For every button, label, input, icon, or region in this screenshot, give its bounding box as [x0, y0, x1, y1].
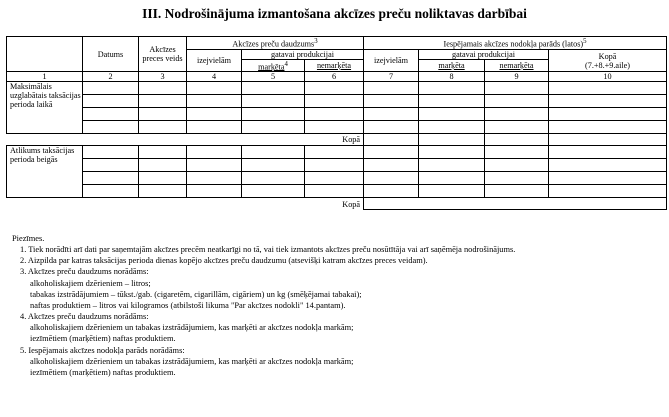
header-kopa-text: Kopā: [598, 51, 617, 61]
note-4a: alkoholiskajiem dzērieniem un tabakas izstrādājumiem, kas marķēti ar akcīzes nodokļa markām;: [30, 323, 354, 333]
cell[interactable]: [242, 121, 305, 134]
section2-label: [7, 146, 83, 198]
note-5b: iezīmētiem (marķētiem) naftas produktiem.: [30, 367, 176, 377]
header-marketa-1-text: marķēta: [258, 62, 285, 72]
header-row-1: [7, 37, 667, 50]
header-nodoklis-text: Iespējamais akcīzes nodokļa parāds (latos): [443, 39, 584, 49]
section1-total-row: [7, 134, 667, 146]
header-daudzums-sup: 3: [314, 38, 318, 45]
cell[interactable]: [364, 95, 419, 108]
header-nemarketa-2: [485, 59, 549, 72]
header-izejvielam-2-text: izejvielām: [373, 56, 409, 66]
note-5a: alkoholiskajiem dzērieniem un tabakas izstrādājumiem, kas marķēti ar akcīzes nodokļa markām;: [30, 356, 354, 366]
cell[interactable]: [83, 159, 139, 172]
cell[interactable]: [187, 172, 242, 185]
header-veids: [139, 37, 187, 72]
cell[interactable]: [305, 159, 364, 172]
col-num-7: 7: [364, 72, 419, 82]
cell[interactable]: [485, 159, 549, 172]
cell[interactable]: [83, 95, 139, 108]
header-marketa-1: [242, 59, 305, 72]
col-num-5: 5: [242, 72, 305, 82]
cell[interactable]: [364, 108, 419, 121]
cell[interactable]: [305, 121, 364, 134]
header-marketa-2: [419, 59, 485, 72]
cell[interactable]: [83, 146, 139, 159]
cell[interactable]: [549, 108, 667, 121]
cell[interactable]: [485, 121, 549, 134]
table-row: [7, 159, 667, 172]
header-nemarketa-1: [305, 59, 364, 72]
header-gatavai-1: [242, 49, 364, 59]
col-num-8: 8: [419, 72, 485, 82]
note-4: 4. Akcīzes preču daudzums norādāms:: [20, 312, 149, 322]
header-nodoklis-group: [364, 37, 667, 50]
cell[interactable]: [139, 185, 187, 198]
note-3: 3. Akcīzes preču daudzums norādāms:: [20, 267, 149, 277]
cell[interactable]: [187, 95, 242, 108]
cell[interactable]: [485, 172, 549, 185]
cell[interactable]: [139, 95, 187, 108]
note-3b: tabakas izstrādājumiem – tūkst./gab. (cigaretēm, cigarillām, cigāriem) un kg (smēķējamai tabakai);: [30, 289, 362, 299]
table-row: [7, 108, 667, 121]
section2-total-text: Kopā: [342, 199, 361, 209]
cell[interactable]: [83, 121, 139, 134]
cell[interactable]: [549, 172, 667, 185]
cell[interactable]: [549, 146, 667, 159]
cell[interactable]: [242, 146, 305, 159]
cell[interactable]: [485, 82, 549, 95]
cell[interactable]: [305, 95, 364, 108]
cell[interactable]: [305, 82, 364, 95]
header-kopa-formula: (7.+8.+9.aile): [585, 60, 630, 70]
col-num-1: 1: [7, 72, 83, 82]
header-veids-text: Akcīzes preces veids: [142, 45, 183, 64]
section-title: [0, 6, 669, 22]
section1-total-text: Kopā: [342, 135, 361, 145]
cell[interactable]: [364, 82, 419, 95]
cell[interactable]: [549, 82, 667, 95]
cell[interactable]: [187, 82, 242, 95]
header-daudzums-group: [187, 37, 364, 50]
cell[interactable]: [419, 134, 485, 146]
section1-label-text: Maksimālais uzglabātais taksācijas perioda laikā: [10, 82, 81, 110]
header-nemarketa-2-text: nemarķēta: [499, 61, 534, 71]
note-4b: iezīmētiem (marķētiem) naftas produktiem.: [30, 334, 176, 344]
note-5: 5. Iespējamais akcīzes nodokļa parāds norādāms:: [20, 345, 185, 355]
table-row: [7, 172, 667, 185]
section1-label: [7, 82, 83, 134]
header-kopa: [549, 49, 667, 72]
notes-heading: Piezīmes.: [12, 234, 45, 243]
col-num-3: 3: [139, 72, 187, 82]
cell[interactable]: [485, 108, 549, 121]
cell[interactable]: [83, 82, 139, 95]
guarantee-usage-table: [6, 36, 667, 210]
cell[interactable]: [419, 185, 485, 198]
cell[interactable]: [485, 95, 549, 108]
section2-total-row: [7, 198, 667, 210]
cell[interactable]: [139, 108, 187, 121]
cell[interactable]: [139, 121, 187, 134]
table-row: [7, 82, 667, 95]
cell[interactable]: [485, 146, 549, 159]
cell[interactable]: [419, 159, 485, 172]
cell[interactable]: [419, 121, 485, 134]
cell[interactable]: [305, 146, 364, 159]
column-number-row: [7, 72, 667, 82]
cell[interactable]: [242, 82, 305, 95]
cell[interactable]: [549, 185, 667, 198]
cell[interactable]: [83, 172, 139, 185]
cell[interactable]: [187, 159, 242, 172]
header-marketa-2-text: marķēta: [438, 61, 465, 71]
cell[interactable]: [83, 108, 139, 121]
cell[interactable]: [549, 159, 667, 172]
header-datums-text: Datums: [97, 49, 124, 59]
note-3c: naftas produktiem – litros vai kilogramos (atbilstoši likuma "Par akcīzes nodokli" 14.pantam).: [30, 300, 346, 310]
table-row: [7, 146, 667, 159]
cell[interactable]: [364, 172, 419, 185]
cell[interactable]: [419, 146, 485, 159]
cell[interactable]: [549, 95, 667, 108]
table-row: [7, 95, 667, 108]
header-daudzums-text: Akcīzes preču daudzums: [232, 39, 315, 49]
cell[interactable]: [242, 172, 305, 185]
section-title-text: III. Nodrošinājuma izmantošana akcīzes preču noliktavas darbībai: [142, 6, 527, 21]
col-num-2: 2: [83, 72, 139, 82]
section2-label-text: Atlikums taksācijas perioda beigās: [10, 146, 75, 165]
cell[interactable]: [305, 108, 364, 121]
header-gatavai-2: [419, 49, 549, 59]
cell[interactable]: [139, 82, 187, 95]
cell[interactable]: [549, 121, 667, 134]
cell[interactable]: [242, 108, 305, 121]
cell[interactable]: [364, 159, 419, 172]
cell[interactable]: [419, 108, 485, 121]
header-datums: [83, 37, 139, 72]
table-row: [7, 121, 667, 134]
notes-section: [6, 233, 666, 378]
cell[interactable]: [485, 134, 549, 146]
section2-total-label: [7, 198, 364, 210]
cell[interactable]: [187, 108, 242, 121]
cell[interactable]: [364, 185, 419, 198]
cell[interactable]: [419, 82, 485, 95]
note-3a: alkoholiskajiem dzērieniem – litros;: [30, 278, 151, 288]
header-gatavai-1-text: gatavai produkcijai: [271, 49, 334, 59]
cell[interactable]: [139, 172, 187, 185]
cell[interactable]: [187, 146, 242, 159]
cell[interactable]: [305, 185, 364, 198]
note-2: 2. Aizpilda par katras taksācijas perioda dienas kopējo akcīzes preču daudzumu (atsevišķi katram akcīzes preces veidam).: [20, 256, 428, 266]
cell[interactable]: [364, 146, 419, 159]
cell[interactable]: [305, 172, 364, 185]
note-1: 1. Tiek norādīti arī dati par saņemtajām akcīzes precēm neatkarīgi no tā, vai tiek izmantots akcīzes preču nosūtītāja vai arī saņēmēja nodrošinājums.: [20, 245, 516, 255]
cell[interactable]: [187, 185, 242, 198]
header-blank-cell: [7, 37, 83, 72]
cell[interactable]: [242, 185, 305, 198]
cell[interactable]: [139, 159, 187, 172]
cell[interactable]: [242, 159, 305, 172]
header-marketa-1-sup: 4: [284, 60, 288, 68]
header-nemarketa-1-text: nemarķēta: [316, 61, 352, 71]
col-num-6: 6: [305, 72, 364, 82]
table-row: [7, 185, 667, 198]
cell[interactable]: [242, 95, 305, 108]
header-izejvielam-1: [187, 49, 242, 72]
cell[interactable]: [419, 95, 485, 108]
cell[interactable]: [485, 185, 549, 198]
header-gatavai-2-text: gatavai produkcijai: [452, 49, 515, 59]
section1-total-label: [7, 134, 364, 146]
header-nodoklis-sup: 5: [583, 38, 587, 45]
section2-total-cell[interactable]: [364, 198, 667, 210]
col-num-10: 10: [549, 72, 667, 82]
cell[interactable]: [83, 185, 139, 198]
col-num-4: 4: [187, 72, 242, 82]
cell[interactable]: [364, 134, 419, 146]
cell[interactable]: [139, 146, 187, 159]
header-izejvielam-2: [364, 49, 419, 72]
cell[interactable]: [419, 172, 485, 185]
col-num-9: 9: [485, 72, 549, 82]
cell[interactable]: [187, 121, 242, 134]
cell[interactable]: [549, 134, 667, 146]
cell[interactable]: [364, 121, 419, 134]
header-izejvielam-1-text: izejvielām: [196, 56, 232, 66]
